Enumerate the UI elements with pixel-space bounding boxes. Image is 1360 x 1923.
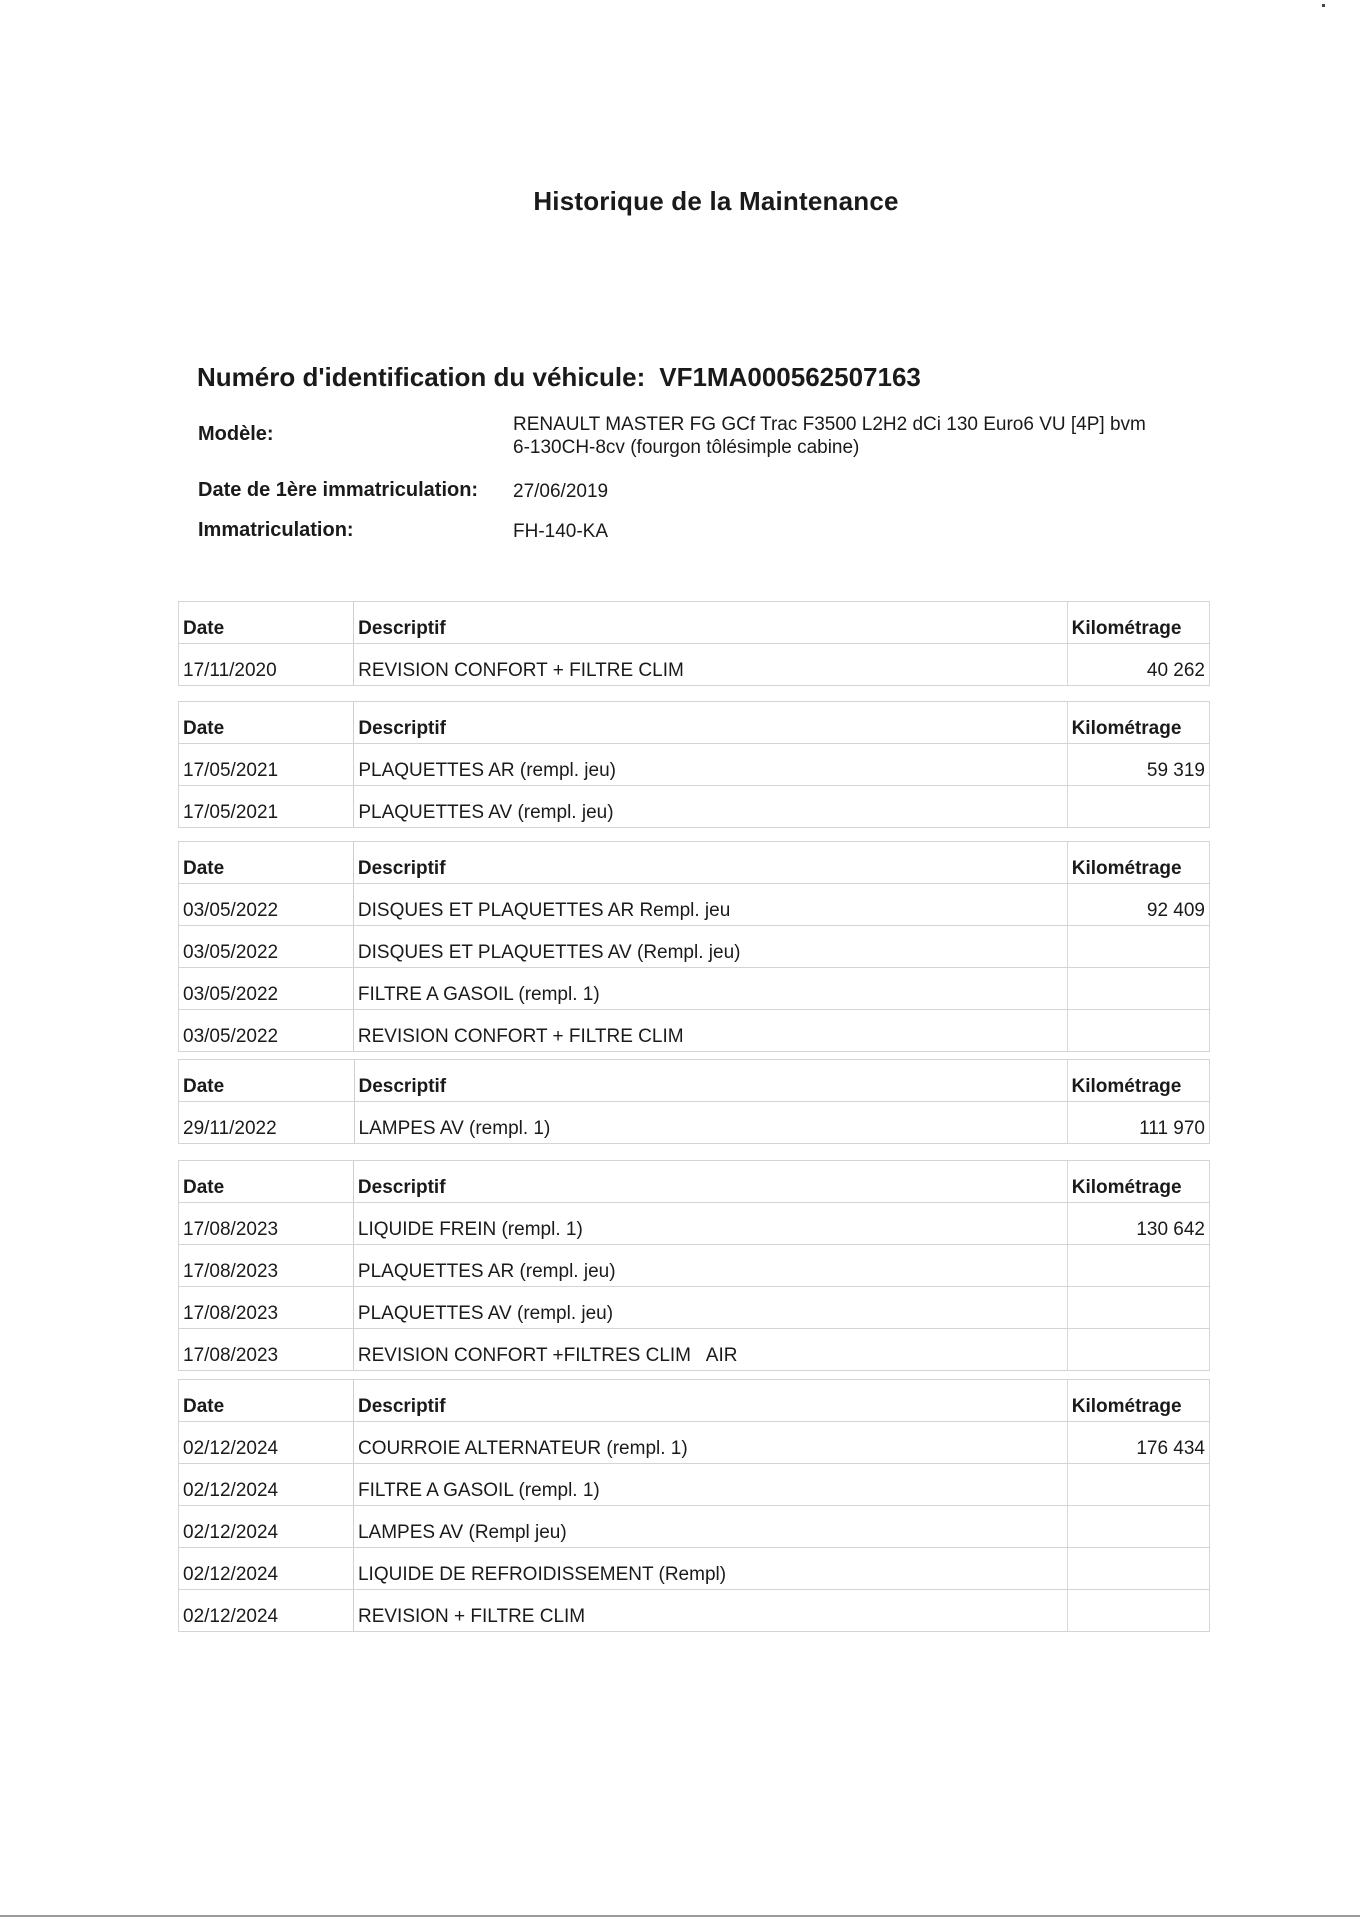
page-title: Historique de la Maintenance [533,186,899,216]
cell-date: 17/11/2020 [179,644,354,686]
table-row [179,968,1210,1010]
cell-mileage: 92 409 [1067,884,1209,926]
cell-date: 17/08/2023 [179,1287,354,1329]
table-row [179,644,1210,686]
table-header-row [179,1380,1210,1422]
cell-mileage: 40 262 [1067,644,1209,686]
cell-date: 02/12/2024 [179,1422,354,1464]
cell-description: PLAQUETTES AR (rempl. jeu) [353,1245,1067,1287]
header-date: Date [179,702,354,744]
header-description: Descriptif [353,1380,1067,1422]
table-row [179,1422,1210,1464]
cell-description: LIQUIDE FREIN (rempl. 1) [353,1203,1067,1245]
table-row [179,1287,1210,1329]
table-header-row [179,1060,1210,1102]
cell-description: REVISION + FILTRE CLIM [353,1590,1067,1632]
cell-date: 29/11/2022 [179,1102,355,1144]
maintenance-table [178,1379,1210,1632]
cell-mileage: 176 434 [1067,1422,1209,1464]
cell-description: FILTRE A GASOIL (rempl. 1) [353,968,1067,1010]
cell-description: PLAQUETTES AR (rempl. jeu) [354,744,1067,786]
table-row [179,884,1210,926]
table-row [179,1590,1210,1632]
cell-mileage: 59 319 [1067,744,1209,786]
header-description: Descriptif [353,1161,1067,1203]
cell-description: REVISION CONFORT +FILTRES CLIM AIR [353,1329,1067,1371]
vin-label: Numéro d'identification du véhicule: [197,362,646,392]
cell-mileage-empty [1067,926,1209,968]
header-mileage: Kilométrage [1067,1161,1209,1203]
table-row [179,1506,1210,1548]
cell-description: COURROIE ALTERNATEUR (rempl. 1) [353,1422,1067,1464]
table-row [179,744,1210,786]
vin-row [197,362,921,393]
cell-date: 17/08/2023 [179,1245,354,1287]
table-row [179,1102,1210,1144]
table-row [179,1203,1210,1245]
cell-date: 03/05/2022 [179,884,354,926]
cell-date: 17/08/2023 [179,1329,354,1371]
page-edge-line [0,1915,1360,1917]
maintenance-table [178,1160,1210,1371]
cell-description: DISQUES ET PLAQUETTES AV (Rempl. jeu) [353,926,1067,968]
cell-date: 03/05/2022 [179,1010,354,1052]
cell-date: 02/12/2024 [179,1548,354,1590]
header-mileage: Kilométrage [1067,1060,1209,1102]
model-label: Modèle: [198,423,274,445]
maintenance-table [178,841,1210,1052]
cell-description: REVISION CONFORT + FILTRE CLIM [353,1010,1067,1052]
cell-date: 03/05/2022 [179,968,354,1010]
cell-description: LAMPES AV (rempl. 1) [354,1102,1067,1144]
table-row [179,1329,1210,1371]
registration-label: Immatriculation: [198,519,354,541]
cell-mileage-empty [1067,1010,1209,1052]
cell-description: LIQUIDE DE REFROIDISSEMENT (Rempl) [353,1548,1067,1590]
header-description: Descriptif [354,702,1067,744]
cell-mileage-empty [1067,1464,1209,1506]
table-row [179,1245,1210,1287]
header-mileage: Kilométrage [1067,1380,1209,1422]
cell-mileage-empty [1067,1548,1209,1590]
header-mileage: Kilométrage [1067,602,1209,644]
cell-mileage-empty [1067,1590,1209,1632]
cell-mileage-empty [1067,786,1209,828]
header-date: Date [179,602,354,644]
cell-date: 17/05/2021 [179,786,354,828]
cell-mileage-empty [1067,1506,1209,1548]
cell-date: 17/05/2021 [179,744,354,786]
cell-description: LAMPES AV (Rempl jeu) [353,1506,1067,1548]
header-date: Date [179,1060,355,1102]
table-header-row [179,602,1210,644]
cell-date: 02/12/2024 [179,1590,354,1632]
table-row [179,1010,1210,1052]
vin-value: VF1MA000562507163 [659,362,921,392]
cell-description: FILTRE A GASOIL (rempl. 1) [353,1464,1067,1506]
model-line-1: RENAULT MASTER FG GCf Trac F3500 L2H2 dCi 130 Euro6 VU [4P] bvm [513,414,1146,435]
header-description: Descriptif [353,842,1067,884]
header-description: Descriptif [354,1060,1067,1102]
cell-mileage-empty [1067,1287,1209,1329]
scan-speck [1322,4,1325,7]
header-mileage: Kilométrage [1067,702,1209,744]
cell-description: PLAQUETTES AV (rempl. jeu) [353,1287,1067,1329]
cell-mileage-empty [1067,968,1209,1010]
model-line-2: 6-130CH-8cv (fourgon tôlésimple cabine) [513,437,860,458]
header-date: Date [179,842,354,884]
cell-date: 02/12/2024 [179,1506,354,1548]
table-row [179,786,1210,828]
cell-description: PLAQUETTES AV (rempl. jeu) [354,786,1067,828]
model-value [513,413,1193,459]
maintenance-table [178,1059,1210,1144]
table-header-row [179,702,1210,744]
maintenance-table [178,601,1210,686]
cell-date: 17/08/2023 [179,1203,354,1245]
registration-value: FH-140-KA [513,521,609,542]
table-row [179,1464,1210,1506]
cell-mileage-empty [1067,1329,1209,1371]
table-header-row [179,1161,1210,1203]
header-description: Descriptif [354,602,1068,644]
cell-date: 03/05/2022 [179,926,354,968]
first-registration-value: 27/06/2019 [513,481,609,502]
table-row [179,1548,1210,1590]
header-date: Date [179,1161,354,1203]
cell-mileage: 130 642 [1067,1203,1209,1245]
first-registration-label: Date de 1ère immatriculation: [198,479,479,501]
cell-date: 02/12/2024 [179,1464,354,1506]
cell-description: REVISION CONFORT + FILTRE CLIM [354,644,1068,686]
cell-description: DISQUES ET PLAQUETTES AR Rempl. jeu [353,884,1067,926]
cell-mileage-empty [1067,1245,1209,1287]
table-row [179,926,1210,968]
table-header-row [179,842,1210,884]
header-mileage: Kilométrage [1067,842,1209,884]
cell-mileage: 111 970 [1067,1102,1209,1144]
header-date: Date [179,1380,354,1422]
maintenance-table [178,701,1210,828]
